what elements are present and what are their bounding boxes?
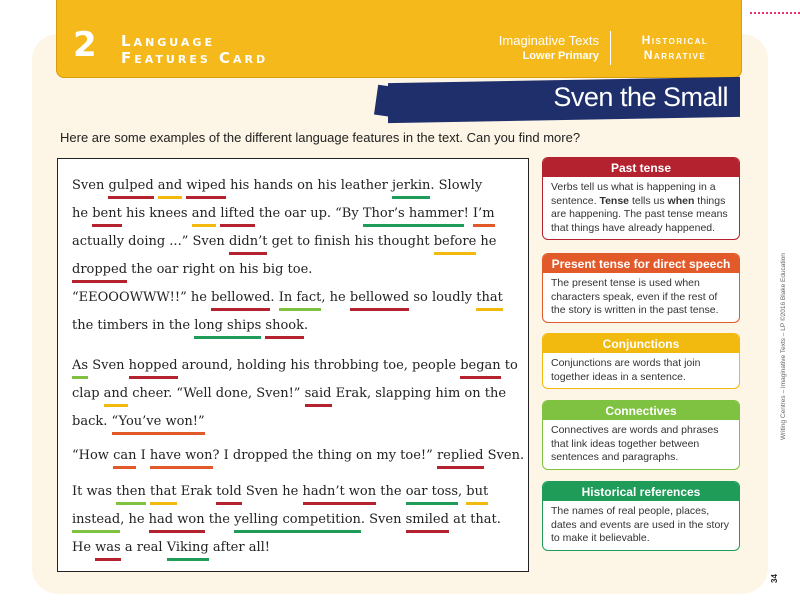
connective-word: In fact xyxy=(279,289,322,311)
story-title: Sven the Small xyxy=(553,82,728,112)
card-past-tense-title: Past tense xyxy=(543,158,739,177)
text-line: He was a real Viking after all! xyxy=(72,537,512,565)
text-type xyxy=(499,33,599,62)
past-tense-phrase: had won xyxy=(149,511,205,533)
card-present-tense-title: Present tense for direct speech xyxy=(543,254,739,273)
text-line: “EEOOOWWW!!” he bellowed. In fact, he bellowed so loudly that xyxy=(72,287,512,315)
card-past-tense-body: Verbs tell us what is happening in a sentence. Tense tells us when things are happening. The past tense means that things have already happened. xyxy=(551,181,728,234)
past-tense-word: replied xyxy=(437,447,484,469)
genre-line2: Narrative xyxy=(643,48,707,62)
historical-reference: oar toss xyxy=(406,483,458,505)
past-tense-phrase: hadn’t won xyxy=(303,483,377,505)
card-connectives-title: Connectives xyxy=(543,401,739,420)
historical-reference: Viking xyxy=(167,539,209,561)
past-tense-word: bellowed xyxy=(211,289,270,311)
paragraph-2 xyxy=(72,287,512,343)
card-historical-body: The names of real people, places, dates and events are used in the story to make it believable. xyxy=(551,505,730,544)
card-conjunctions-body: Conjunctions are words that join together ideas in a sentence. xyxy=(551,357,701,383)
banner-divider xyxy=(610,31,611,65)
card-title xyxy=(121,33,268,67)
text-line: Sven gulped and wiped his hands on his leather jerkin. Slowly xyxy=(72,175,512,203)
intro-text: Here are some examples of the different language features in the text. Can you find more? xyxy=(60,130,581,145)
past-tense-word: dropped xyxy=(72,261,127,283)
genre-label xyxy=(623,33,727,63)
text-line: actually doing ...” Sven didn’t get to finish his thought before he xyxy=(72,231,512,259)
past-tense-word: was xyxy=(95,539,121,561)
connective-word: As xyxy=(72,357,88,379)
past-tense-word: hopped xyxy=(129,357,178,379)
header-banner xyxy=(56,0,742,78)
card-conjunctions-title: Conjunctions xyxy=(543,334,739,353)
conjunction-word: before xyxy=(434,233,477,255)
paragraph-3 xyxy=(72,355,518,439)
present-tense-phrase: have won xyxy=(150,447,213,469)
past-tense-word: lifted xyxy=(220,205,254,227)
text-line: It was then that Erak told Sven he hadn’t won the oar toss, but xyxy=(72,481,512,509)
paragraph-1 xyxy=(72,175,512,287)
text-line: the timbers in the long ships shook. xyxy=(72,315,512,343)
conjunction-word: and xyxy=(158,177,182,199)
text-line: clap and cheer. “Well done, Sven!” said Erak, slapping him on the xyxy=(72,383,512,411)
past-tense-word: told xyxy=(216,483,242,505)
card-present-tense xyxy=(542,253,740,323)
card-title-line1: Language xyxy=(121,32,215,50)
paragraph-5 xyxy=(72,481,512,565)
conjunction-word: that xyxy=(476,289,503,311)
conjunction-word: that xyxy=(150,483,177,505)
level-label: Lower Primary xyxy=(522,50,599,62)
conjunction-word: and xyxy=(192,205,216,227)
card-title-line2: Features Card xyxy=(121,49,269,67)
conjunction-word: and xyxy=(104,385,128,407)
present-tense-word: I’m xyxy=(473,205,495,227)
text-line: instead, he had won the yelling competition. Sven smiled at that. xyxy=(72,509,512,537)
card-past-tense xyxy=(542,157,740,240)
past-tense-word: gulped xyxy=(108,177,153,199)
text-line: As Sven hopped around, holding his throbbing toe, people began to xyxy=(72,355,512,383)
past-tense-word: bellowed xyxy=(350,289,409,311)
past-tense-word: said xyxy=(305,385,332,407)
connective-word: then xyxy=(116,483,146,505)
present-tense-word: can xyxy=(113,447,136,469)
card-number: 2 xyxy=(73,25,97,65)
genre-line1: Historical xyxy=(641,33,709,47)
historical-reference: long ships xyxy=(194,317,261,339)
card-historical-references xyxy=(542,481,740,551)
card-connectives-body: Connectives are words and phrases that link ideas together between sentences and paragraphs. xyxy=(551,424,719,463)
text-type-label: Imaginative Texts xyxy=(498,33,599,48)
card-historical-title: Historical references xyxy=(543,482,739,501)
past-tense-word: began xyxy=(460,357,500,379)
conjunction-word: but xyxy=(466,483,488,505)
historical-reference: Thor’s hammer xyxy=(363,205,464,227)
text-line: back. “You’ve won!” xyxy=(72,411,512,439)
present-tense-phrase: “You’ve won!” xyxy=(112,413,205,435)
historical-reference: jerkin xyxy=(392,177,430,199)
past-tense-word: wiped xyxy=(186,177,226,199)
text-line: “How can I have won? I dropped the thing on my toe!” replied Sven. xyxy=(72,445,512,473)
story-text-box xyxy=(57,158,529,572)
text-line: he bent his knees and lifted the oar up. “By Thor’s hammer! I’m xyxy=(72,203,512,231)
connective-word: instead xyxy=(72,511,120,533)
page-number: 34 xyxy=(769,574,779,583)
copyright-credit: Writing Centres – Imaginative Texts – LP ©2016 Blake Education xyxy=(780,253,787,440)
card-present-tense-body: The present tense is used when characters speak, even if the rest of the story is written in the past tense. xyxy=(551,277,719,316)
past-tense-word: bent xyxy=(92,205,122,227)
paragraph-4 xyxy=(72,445,525,473)
past-tense-word: didn’t xyxy=(229,233,268,255)
historical-reference: yelling competition xyxy=(234,511,361,533)
past-tense-word: smiled xyxy=(406,511,449,533)
decorative-dotted-line xyxy=(750,12,800,14)
text-line: dropped the oar right on his big toe. xyxy=(72,259,512,287)
card-conjunctions xyxy=(542,333,740,389)
card-connectives xyxy=(542,400,740,470)
past-tense-word: shook xyxy=(265,317,304,339)
